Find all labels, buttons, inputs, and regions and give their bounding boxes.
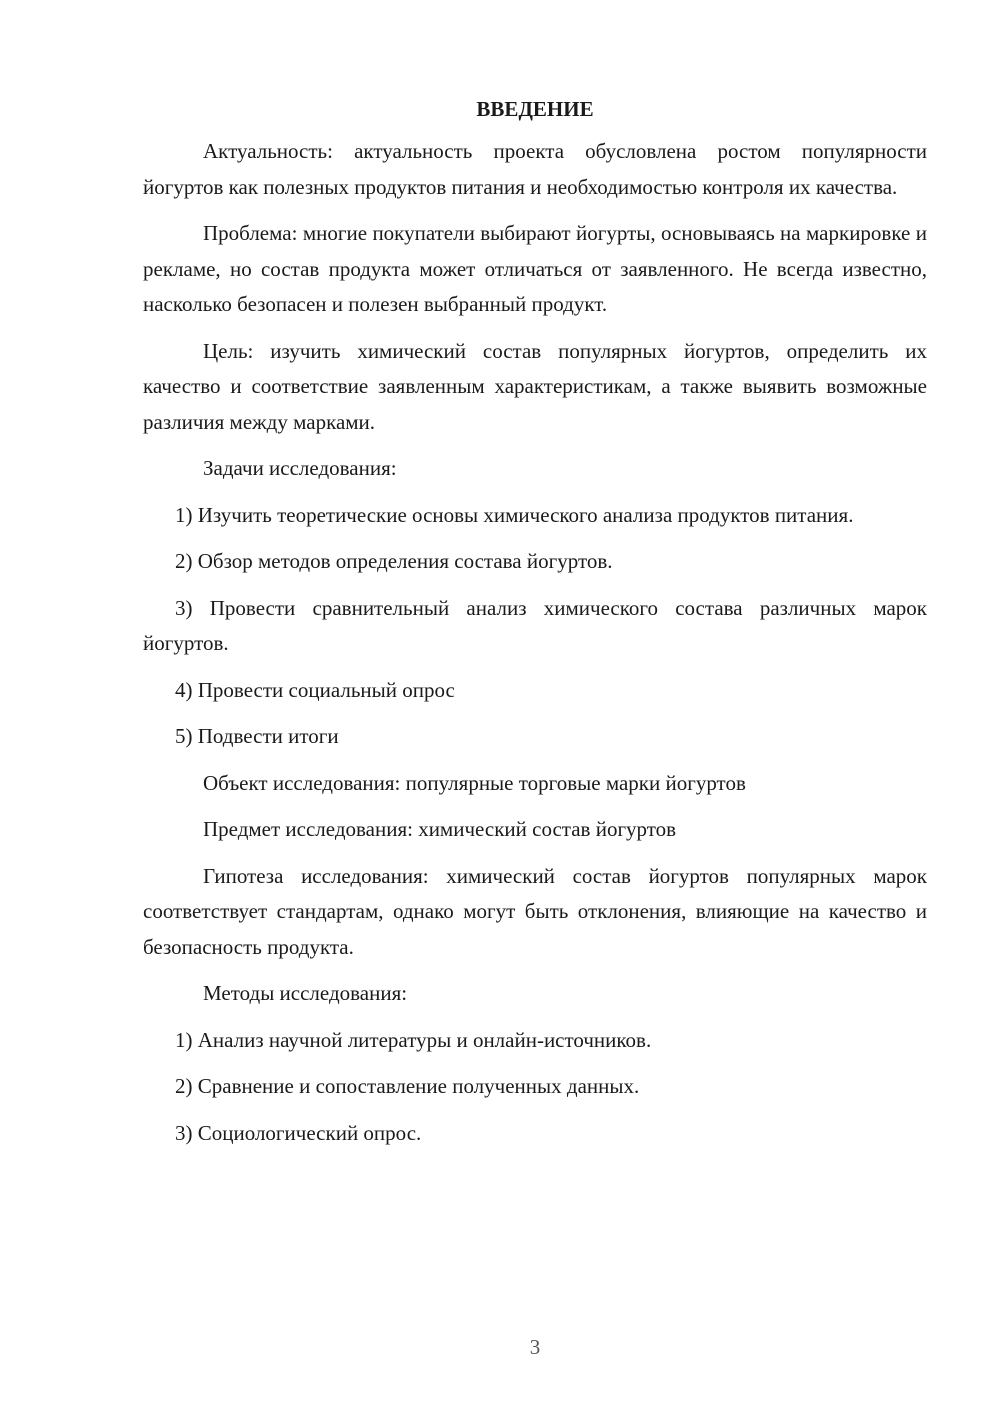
method-item-3: 3) Социологический опрос. [175, 1120, 422, 1145]
task-item-5: 5) Подвести итоги [175, 724, 339, 748]
task-item-1: 1) Изучить теоретические основы химического анализа продуктов питания. [175, 502, 854, 527]
paragraph-relevance: Актуальность: актуальность проекта обусловлена ростом популярности йогуртов как полезных продуктов питания и необходимостью контроля их качества. [143, 139, 927, 199]
paragraph-problem: Проблема: многие покупатели выбирают йогурты, основываясь на маркировке и рекламе, но состав продукта может отличаться от заявленного. Не всегда известно, насколько безопасен и полезен выбранный продукт. [143, 221, 927, 316]
research-hypothesis: Гипотеза исследования: химический состав йогуртов популярных марок соответствует стандартам, однако могут быть отклонения, влияющие на качество и безопасность продукта. [143, 863, 927, 959]
methods-heading: Методы исследования: [203, 981, 408, 1005]
document-body [143, 92, 927, 1162]
task-item-2: 2) Обзор методов определения состава йогуртов. [175, 549, 613, 573]
section-title: ВВЕДЕНИЕ [476, 97, 594, 121]
method-item-2: 2) Сравнение и сопоставление полученных данных. [175, 1074, 640, 1098]
research-subject: Предмет исследования: химический состав йогуртов [203, 817, 677, 841]
tasks-heading: Задачи исследования: [203, 456, 397, 480]
page-number: 3 [529, 1335, 541, 1359]
paragraph-goal: Цель: изучить химический состав популярных йогуртов, определить их качество и соответствие заявленным характеристикам, а также выявить возможные различия между марками. [143, 338, 927, 434]
method-item-1: 1) Анализ научной литературы и онлайн-источников. [175, 1027, 652, 1052]
task-item-4: 4) Провести социальный опрос [175, 677, 455, 702]
task-item-3: 3) Провести сравнительный анализ химического состава различных марок йогуртов. [143, 595, 927, 655]
research-object: Объект исследования: популярные торговые марки йогуртов [203, 770, 746, 795]
